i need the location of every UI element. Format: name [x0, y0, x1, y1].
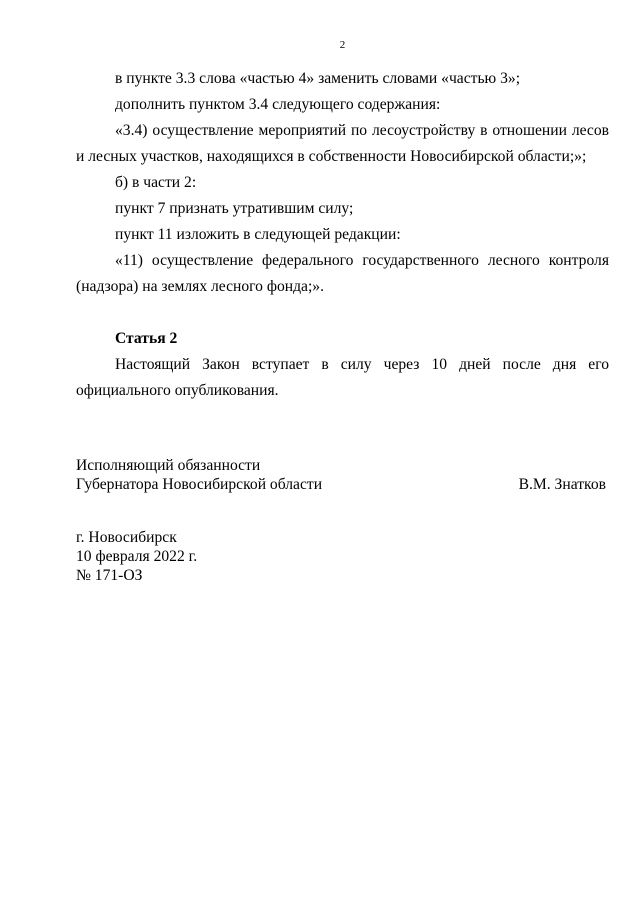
date: 10 февраля 2022 г. [76, 548, 198, 565]
paragraph: «11) осуществление федерального государственного лесного контроля (надзора) на землях лесного фонда;». [76, 252, 609, 295]
paragraph: б) в части 2: [115, 174, 197, 191]
document-body [76, 66, 609, 404]
signature-block [76, 456, 606, 494]
paragraph: «3.4) осуществление мероприятий по лесоустройству в отношении лесов и лесных участков, находящихся в собственности Новосибирской области;»; [76, 122, 609, 165]
place-date-block [76, 528, 197, 585]
page-number: 2 [339, 39, 346, 51]
city: г. Новосибирск [76, 529, 177, 546]
paragraph: пункт 7 признать утратившим силу; [115, 200, 354, 217]
signatory-name: В.М. Знатков [518, 476, 606, 493]
signature-line [76, 475, 606, 494]
signatory-position-line2: Губернатора Новосибирской области [76, 476, 323, 493]
paragraph: пункт 11 изложить в следующей редакции: [115, 226, 401, 243]
paragraph: в пункте 3.3 слова «частью 4» заменить словами «частью 3»; [115, 70, 521, 87]
article-text: Настоящий Закон вступает в силу через 10 дней после дня его официального опубликования. [76, 356, 609, 399]
paragraph: дополнить пунктом 3.4 следующего содержания: [115, 96, 441, 113]
signatory-position-line1: Исполняющий обязанности [76, 457, 261, 474]
article-heading: Статья 2 [115, 330, 178, 347]
law-number: № 171-ОЗ [76, 567, 143, 584]
